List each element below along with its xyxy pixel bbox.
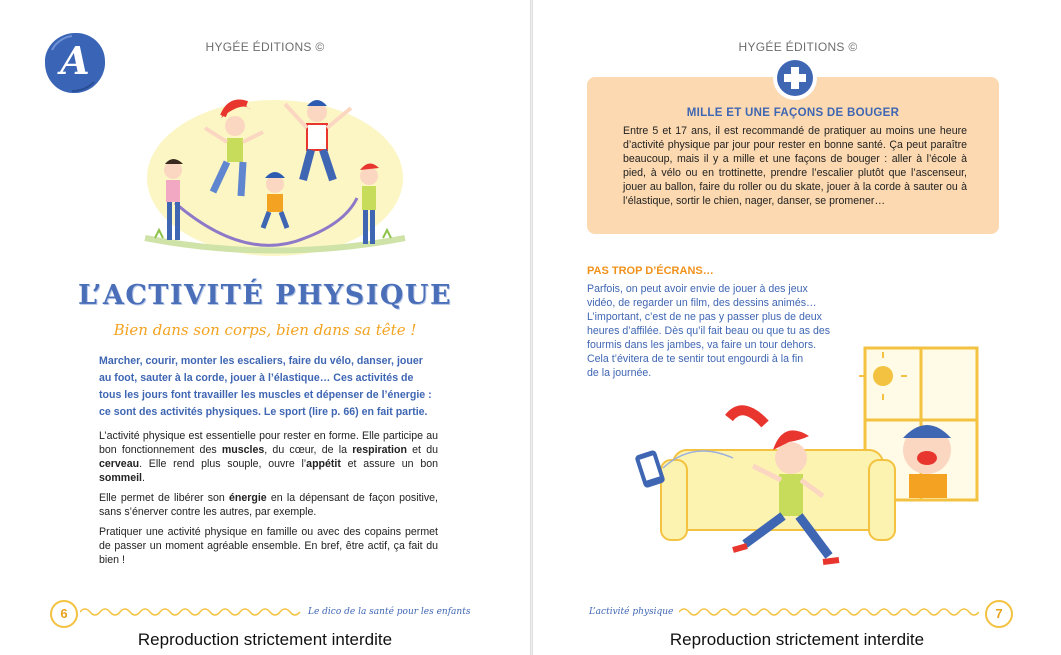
page-subtitle: Bien dans son corps, bien dans sa tête !	[113, 321, 417, 339]
section-paragraph: Parfois, on peut avoir envie de jouer à des jeux vidéo, de regarder un film, des dessins animés… L’important, c’est de ne pas y passer plus de deux heures d’affilée. Dès qu’il fait beau ou que tu as des fourmis dans les jambes, va faire un tour dehors. Cela t’évitera de te sentir tout engourdi à la fin de la journée.	[587, 283, 831, 379]
publisher-header: HYGÉE ÉDITIONS ©	[738, 40, 858, 54]
footer-book-title: Le dico de la santé pour les enfants	[308, 607, 471, 617]
intro-paragraph: Marcher, courir, monter les escaliers, faire du vélo, danser, jouer au foot, sauter à la corde, jouer à l’élastique… Ces activités de tous les jours font travailler les muscles et dépenser de l’énergie : ce sont des activités physiques. Le sport (lire p. 66) en fait partie.	[99, 355, 432, 418]
page-number: 7	[985, 600, 1013, 628]
body-paragraph-3: Pratiquer une activité physique en famille ou avec des copains permet de passer un moment agréable ensemble. En bref, être actif, ça fait du bien !	[99, 526, 438, 566]
footer-wave-decoration	[679, 606, 979, 618]
copyright-notice: Reproduction strictement interdite	[669, 630, 925, 649]
plus-icon	[777, 60, 813, 96]
page-number: 6	[50, 600, 78, 628]
body-paragraph-2: Elle permet de libérer son énergie en la dépensant de façon positive, sans s’énerver contre les autres, par exemple.	[99, 492, 438, 518]
family-jump-rope-illustration	[135, 88, 415, 258]
callout-text: Entre 5 et 17 ans, il est recommandé de pratiquer au moins une heure d’activité physique par jour pour rester en bonne santé. Ça peut paraître beaucoup, mais il y a mille et une façons de bouger : aller à l’école à pied, à vélo ou en trottinette, prendre l’escalier plutôt que l’ascenseur, jouer au ballon, faire du roller ou du skate, jouer à la corde à sauter ou à l’élastique, sortir le chien, nager, danser, se promener…	[623, 125, 967, 207]
page-title: L’ACTIVITÉ PHYSIQUE	[77, 280, 453, 311]
publisher-header: HYGÉE ÉDITIONS ©	[205, 40, 325, 54]
footer-chapter-title: L’activité physique	[589, 607, 674, 617]
info-callout-box	[587, 77, 999, 234]
plus-badge	[773, 56, 817, 100]
right-page	[533, 0, 1061, 655]
footer-wave-decoration	[80, 606, 302, 618]
callout-title: MILLE ET UNE FAÇONS DE BOUGER	[686, 107, 900, 119]
body-paragraph-1: L’activité physique est essentielle pour rester en forme. Elle participe au bon fonctionnement des muscles, du cœur, de la respiration et du cerveau. Elle rend plus souple, ouvre l’appétit et assure un bon sommeil.	[99, 430, 438, 484]
logo-letter: A	[60, 38, 90, 83]
left-page	[0, 0, 530, 655]
section-title: PAS TROP D’ÉCRANS…	[587, 265, 714, 277]
kids-outside-illustration	[633, 340, 983, 570]
copyright-notice: Reproduction strictement interdite	[137, 630, 393, 649]
publisher-logo	[42, 30, 108, 96]
